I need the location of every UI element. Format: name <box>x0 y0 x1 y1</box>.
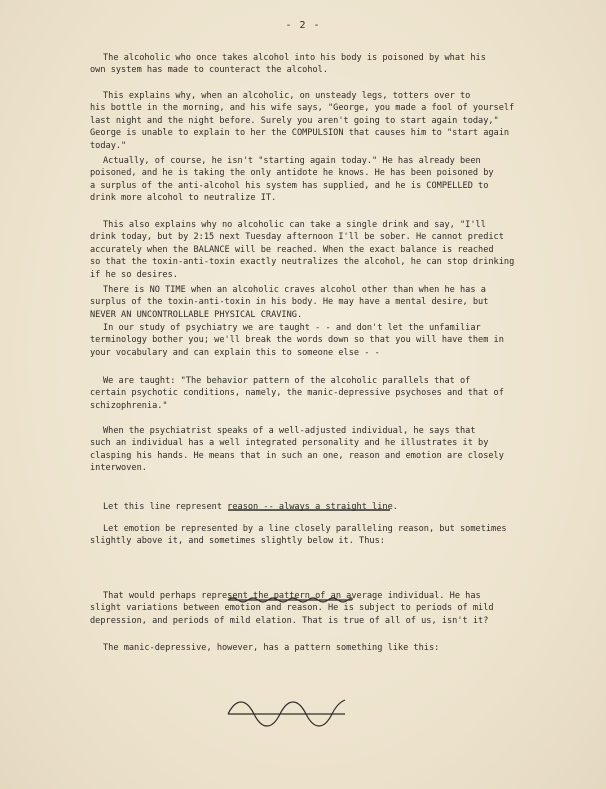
text-line: poisoned, and he is taking the only antidote he knows. He has been poisoned by <box>90 168 494 179</box>
text-line: This explains why, when an alcoholic, on unsteady legs, totters over to <box>103 91 471 101</box>
paragraph-10 <box>90 523 552 548</box>
text-line: certain psychotic conditions, namely, the manic-depressive psychoses and that of <box>90 388 504 399</box>
text-line: interwoven. <box>90 463 147 474</box>
manic-depressive-figure <box>228 700 345 726</box>
text-line: That would perhaps represent the pattern of an average individual. He has <box>103 591 481 601</box>
page-number: - 2 - <box>285 20 321 31</box>
text-line: own system has made to counteract the alcohol. <box>90 65 328 76</box>
text-line: such an individual has a well integrated personality and he illustrates it by <box>90 438 489 449</box>
text-line: his bottle in the morning, and his wife says, "George, you made a fool of yourself <box>90 103 515 114</box>
text-line: schizophrenia." <box>90 400 168 411</box>
text-line: a surplus of the anti-alcohol his system has supplied, and he is COMPELLED to <box>90 180 489 191</box>
text-line: depression, and periods of mild elation. That is true of all of us, isn't it? <box>90 615 489 626</box>
text-line: NEVER AN UNCONTROLLABLE PHYSICAL CRAVING. <box>90 309 303 320</box>
text-line: your vocabulary and can explain this to someone else - - <box>90 347 380 358</box>
text-line: Actually, of course, he isn't "starting again today." He has already been <box>103 156 481 166</box>
text-line: last night and the night before. Surely you aren't going to start again today," <box>90 115 499 126</box>
text-line: terminology bother you; we'll break the words down so that you will have them in <box>90 335 504 346</box>
text-line: Let emotion be represented by a line closely paralleling reason, but sometimes <box>103 524 507 534</box>
text-line: The alcoholic who once takes alcohol into his body is poisoned by what his <box>103 53 486 63</box>
text-line: accurately when the BALANCE will be reached. When the exact balance is reached <box>90 244 494 255</box>
emotion-line-manic <box>228 700 345 726</box>
text-line: This also explains why no alcoholic can take a single drink and say, "I'll <box>103 220 486 230</box>
text-line: There is NO TIME when an alcoholic craves alcohol other than when he has a <box>103 285 486 295</box>
text-line: if he so desires. <box>90 269 178 280</box>
text-line: The manic-depressive, however, has a pattern something like this: <box>103 643 440 653</box>
text-line: surplus of the toxin-anti-toxin in his body. He may have a mental desire, but <box>90 297 489 308</box>
text-line: When the psychiatrist speaks of a well-adjusted individual, he says that <box>103 426 476 436</box>
text-line: drink today, but by 2:15 next Tuesday afternoon I'll be sober. He cannot predict <box>90 232 504 243</box>
text-line: so that the toxin-anti-toxin exactly neutralizes the alcohol, he can stop drinking <box>90 257 515 268</box>
text-line: Let this line represent reason -- always a straight line. <box>103 502 398 512</box>
paragraph-12 <box>90 642 552 654</box>
text-line: clasping his hands. He means that in such an one, reason and emotion are closely <box>90 450 504 461</box>
paragraph-11 <box>90 590 552 627</box>
text-line: today." <box>90 140 127 151</box>
text-line: In our study of psychiatry we are taught - - and don't let the unfamiliar <box>103 323 481 333</box>
paragraph-9 <box>90 501 552 513</box>
text-line: George is unable to explain to her the COMPULSION that causes him to "start again <box>90 128 510 139</box>
text-line: drink more alcohol to neutralize IT. <box>90 193 277 204</box>
text-line: slightly above it, and sometimes slightly below it. Thus: <box>90 536 385 547</box>
text-line: slight variations between emotion and reason. He is subject to periods of mild <box>90 603 494 614</box>
text-line: We are taught: "The behavior pattern of the alcoholic parallels that of <box>103 376 471 386</box>
